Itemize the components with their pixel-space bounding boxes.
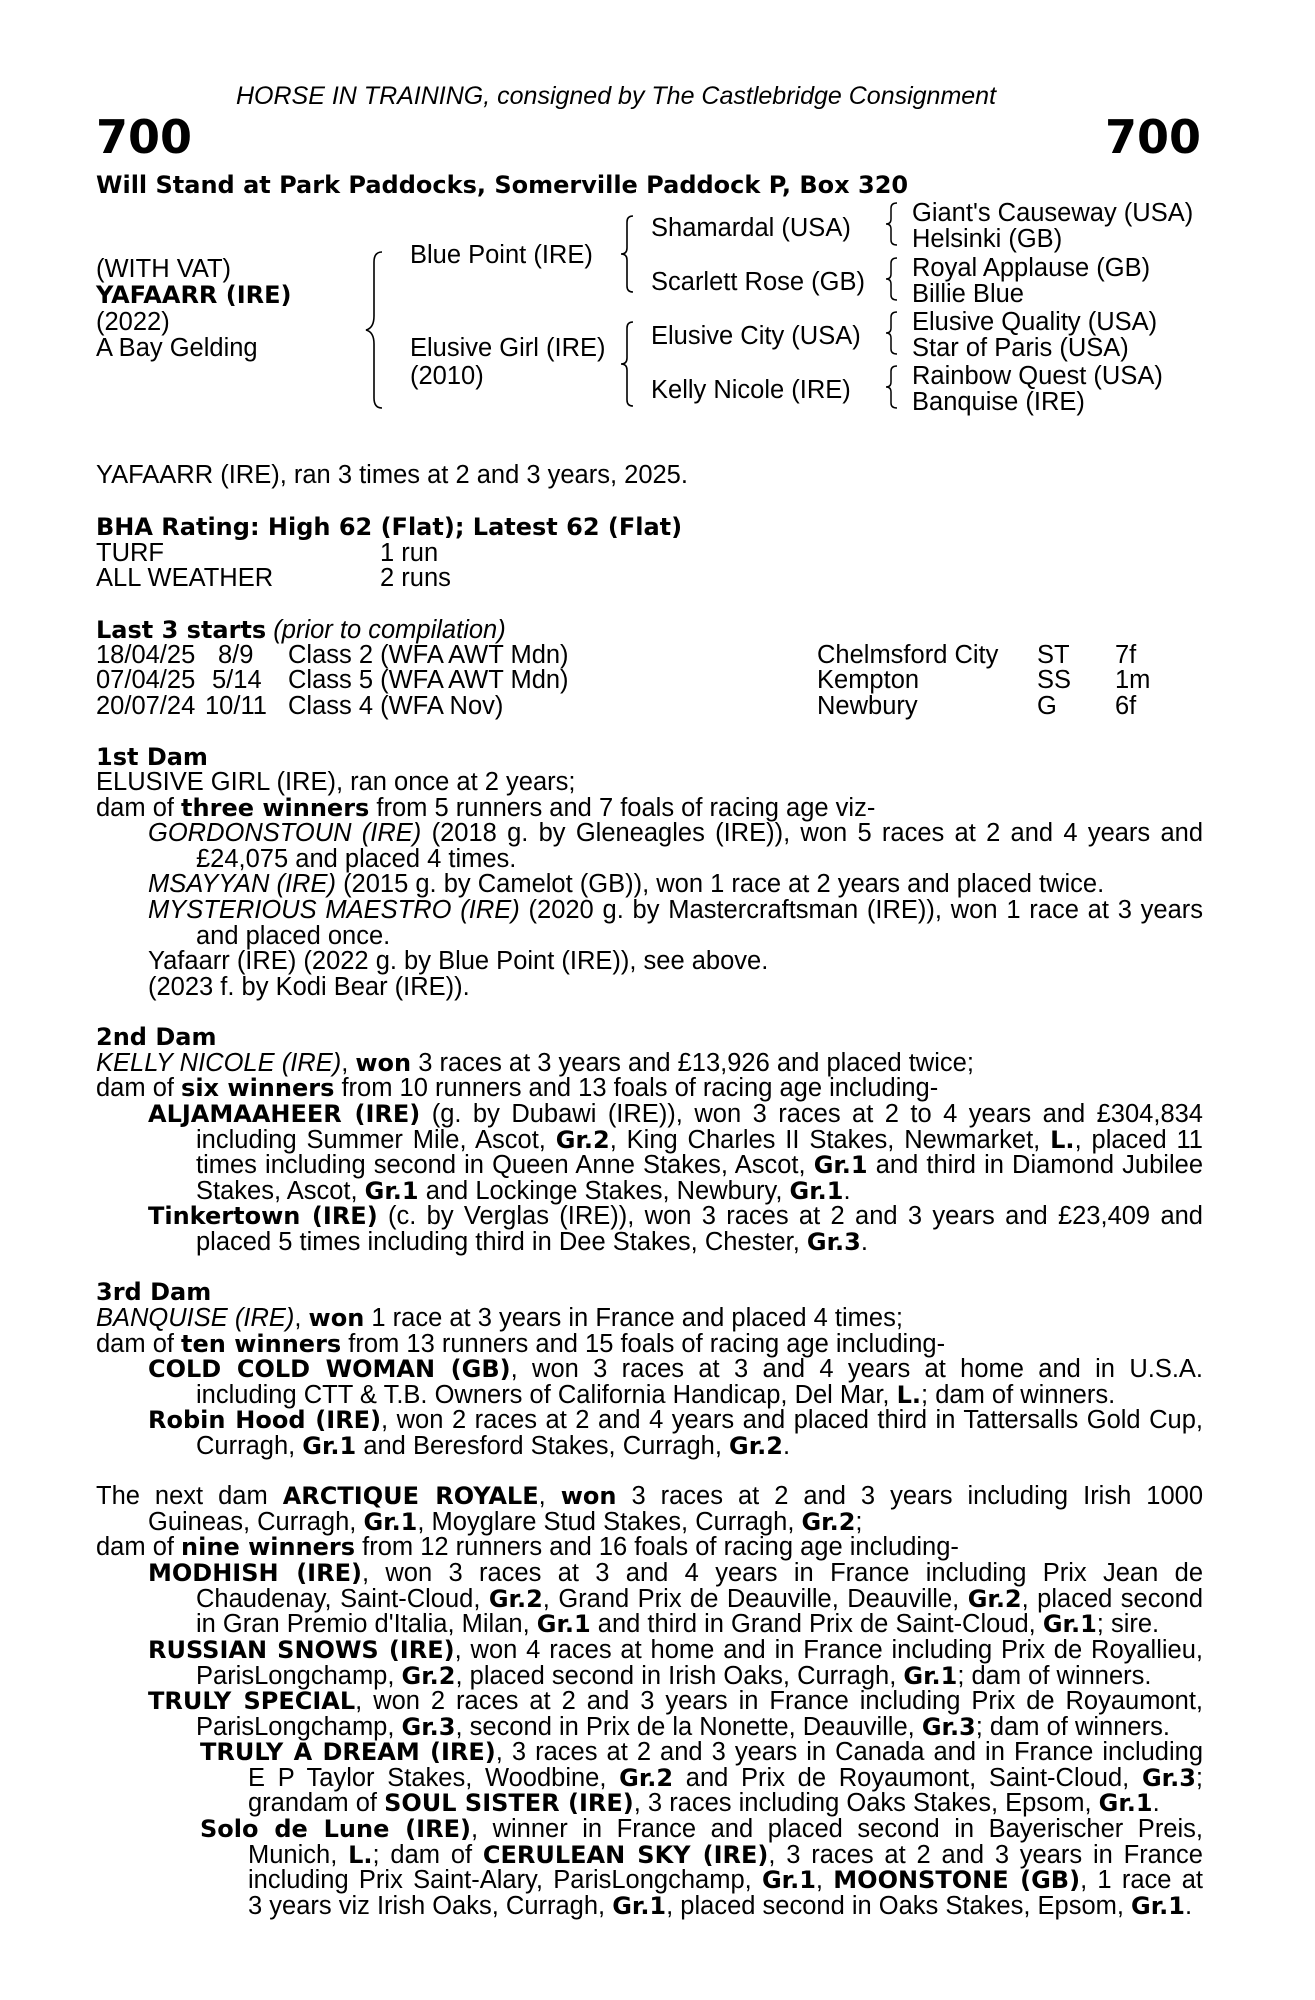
vat-status: (WITH VAT) (96, 255, 232, 283)
pedigree-brace-dam (619, 320, 637, 410)
pedigree-brace-ss (884, 201, 900, 247)
pedigree-dds: Rainbow Quest (USA) (912, 362, 1163, 390)
start-going: SS (1037, 666, 1072, 694)
pedigree-ddd: Banquise (IRE) (912, 388, 1085, 416)
nextdam-entry-solo-de-lune: Solo de Lune (IRE), winner in France and placed second in Bayerischer Preis, Munich, L.; dam of CERULEAN SKY (IRE), 3 races at 2 and 3 years in France including Prix Saint-Alary, ParisLongchamp, Gr.1, MOONSTONE (GB), 1 race at 3 years viz Irish Oaks, Curragh, Gr.1, placed second in Oaks Stakes, Epsom, Gr.1. (200, 1815, 1203, 1920)
start-position: 10/11 (205, 692, 267, 720)
start-course: Kempton (817, 666, 920, 694)
dam1-line: ELUSIVE GIRL (IRE), ran once at 2 years; (96, 768, 576, 796)
start-distance: 7f (1115, 641, 1137, 669)
rating-surface-turf: TURF (96, 539, 164, 567)
start-race: Class 4 (WFA Nov) (288, 692, 504, 720)
nextdam-entry-truly-special: TRULY SPECIAL, won 2 races at 2 and 3 years in France including Prix de Royaumont, ParisLongchamp, Gr.3, second in Prix de la Nonette, Deauville, Gr.3; dam of winners. (148, 1687, 1203, 1741)
start-going: ST (1037, 641, 1070, 669)
pedigree-brace-ds (884, 310, 900, 356)
rating-runs-turf: 1 run (380, 539, 439, 567)
last-starts-heading (96, 618, 506, 644)
pedigree-brace-sire (619, 214, 637, 294)
nextdam-entry-russian-snows: RUSSIAN SNOWS (IRE), won 4 races at home and in France including Prix de Royallieu, ParisLongchamp, Gr.2, placed second in Irish Oaks, Curragh, Gr.1; dam of winners. (148, 1636, 1203, 1690)
start-race: Class 5 (WFA AWT Mdn) (288, 666, 569, 694)
dam3-entry-robin-hood: Robin Hood (IRE), won 2 races at 2 and 4 years and placed third in Tattersalls Gold Cup, Curragh, Gr.1 and Beresford Stakes, Curragh, Gr.2. (148, 1406, 1203, 1460)
dam3-entry-cold-cold-woman: COLD COLD WOMAN (GB), won 3 races at 3 and 4 years at home and in U.S.A. including CTT & T.B. Owners of California Handicap, Del Mar, L.; dam of winners. (148, 1355, 1204, 1409)
dam2-entry-tinkertown: Tinkertown (IRE) (c. by Verglas (IRE)), won 3 races at 2 and 3 years and £23,409 and placed 5 times including third in Dee Stakes, Chester, Gr.3. (148, 1202, 1203, 1256)
pedigree-dsd: Star of Paris (USA) (912, 334, 1129, 362)
consignment-header: HORSE IN TRAINING, consigned by The Castlebridge Consignment (236, 82, 997, 110)
dam1-entry-yafaarr: Yafaarr (IRE) (2022 g. by Blue Point (IRE)), see above. (148, 947, 769, 975)
dam2-produce-line: dam of six winners from 10 runners and 13 foals of racing age including- (96, 1074, 939, 1102)
lot-number-right: 700 (1104, 110, 1201, 164)
start-date: 07/04/25 (96, 666, 196, 694)
rating-surface-aw: ALL WEATHER (96, 564, 274, 592)
start-course: Chelmsford City (817, 641, 999, 669)
race-summary: YAFAARR (IRE), ran 3 times at 2 and 3 years, 2025. (96, 461, 688, 489)
nextdam-entry-truly-a-dream: TRULY A DREAM (IRE), 3 races at 2 and 3 years in Canada and in France including E P Taylor Stakes, Woodbine, Gr.2 and Prix de Royaumont, Saint-Cloud, Gr.3; grandam of SOUL SISTER (IRE), 3 races including Oaks Stakes, Epsom, Gr.1. (200, 1738, 1203, 1818)
pedigree-dam-year: (2010) (410, 362, 484, 390)
rating-runs-aw: 2 runs (380, 564, 451, 592)
dam1-entry-2023: (2023 f. by Kodi Bear (IRE)). (148, 973, 470, 1001)
last-starts-title: Last 3 starts (96, 616, 267, 644)
pedigree-sds: Royal Applause (GB) (912, 254, 1151, 282)
pedigree-sdd: Billie Blue (912, 280, 1024, 308)
dam2-entry-aljamaaheer: ALJAMAAHEER (IRE) (g. by Dubawi (IRE)), won 3 races at 2 to 4 years and £304,834 including Summer Mile, Ascot, Gr.2, King Charles II Stakes, Newmarket, L., placed 11 times including second in Queen Anne Stakes, Ascot, Gr.1 and third in Diamond Jubilee Stakes, Ascot, Gr.1 and Lockinge Stakes, Newbury, Gr.1. (148, 1100, 1203, 1205)
pedigree-dss: Elusive Quality (USA) (912, 308, 1158, 336)
pedigree-brace-dd (884, 364, 900, 410)
start-position: 8/9 (218, 641, 254, 669)
lot-number-left: 700 (96, 110, 193, 164)
start-race: Class 2 (WFA AWT Mdn) (288, 641, 569, 669)
pedigree-ssd: Helsinki (GB) (912, 225, 1063, 253)
dam1-entry-gordonstoun: GORDONSTOUN (IRE) (2018 g. by Gleneagles (IRE)), won 5 races at 2 and 4 years and £24,075 and placed 4 times. (148, 819, 1203, 873)
start-position: 5/14 (212, 666, 262, 694)
dam1-title: 1st Dam (96, 743, 208, 771)
start-date: 20/07/24 (96, 692, 196, 720)
start-date: 18/04/25 (96, 641, 196, 669)
pedigree-sire-dam: Scarlett Rose (GB) (651, 268, 865, 296)
pedigree-brace-sd (884, 256, 900, 302)
start-distance: 6f (1115, 692, 1137, 720)
dam2-line: KELLY NICOLE (IRE), won 3 races at 3 years and £13,926 and placed twice; (96, 1049, 974, 1077)
pedigree-dam-dam: Kelly Nicole (IRE) (651, 376, 851, 404)
dam3-title: 3rd Dam (96, 1278, 212, 1306)
nextdam-entry-modhish: MODHISH (IRE), won 3 races at 3 and 4 years in France including Prix Jean de Chaudenay, Saint-Cloud, Gr.2, Grand Prix de Deauville, Deauville, Gr.2, placed second in Gran Premio d'Italia, Milan, Gr.1 and third in Grand Prix de Saint-Cloud, Gr.1; sire. (148, 1559, 1203, 1639)
dam3-line: BANQUISE (IRE), won 1 race at 3 years in France and placed 4 times; (96, 1304, 903, 1332)
pedigree-dam-sire: Elusive City (USA) (651, 322, 861, 350)
start-course: Newbury (817, 692, 918, 720)
stabling-info: Will Stand at Park Paddocks, Somerville Paddock P, Box 320 (96, 171, 909, 199)
bha-rating-title: BHA Rating: High 62 (Flat); Latest 62 (Flat) (96, 513, 683, 541)
pedigree-sire-sire: Shamardal (USA) (651, 214, 851, 242)
pedigree-sire: Blue Point (IRE) (410, 241, 593, 269)
pedigree-sss: Giant's Causeway (USA) (912, 199, 1194, 227)
dam1-produce-line: dam of three winners from 5 runners and 7 foals of racing age viz- (96, 794, 876, 822)
pedigree-brace-main (364, 250, 388, 410)
dam1-entry-msayyan: MSAYYAN (IRE) (2015 g. by Camelot (GB)), won 1 race at 2 years and placed twice. (148, 870, 1105, 898)
dam3-produce-line: dam of ten winners from 13 runners and 15 foals of racing age including- (96, 1330, 946, 1358)
dam1-entry-mysterious-maestro: MYSTERIOUS MAESTRO (IRE) (2020 g. by Mastercraftsman (IRE)), won 1 race at 3 years and placed once. (148, 896, 1204, 950)
last-starts-note: (prior to compilation) (273, 616, 506, 644)
nextdam-paragraph: The next dam ARCTIQUE ROYALE, won 3 races at 2 and 3 years including Irish 1000 Guineas, Curragh, Gr.1, Moyglare Stud Stakes, Curragh, Gr.2; dam of nine winners from 12 runners and 16 foals of racing age including- (96, 1482, 1203, 1562)
horse-name: YAFAARR (IRE) (96, 281, 292, 309)
start-going: G (1037, 692, 1057, 720)
horse-description: A Bay Gelding (96, 334, 258, 362)
foaling-year: (2022) (96, 308, 170, 336)
pedigree-dam: Elusive Girl (IRE) (410, 334, 606, 362)
dam2-title: 2nd Dam (96, 1023, 217, 1051)
start-distance: 1m (1115, 666, 1151, 694)
